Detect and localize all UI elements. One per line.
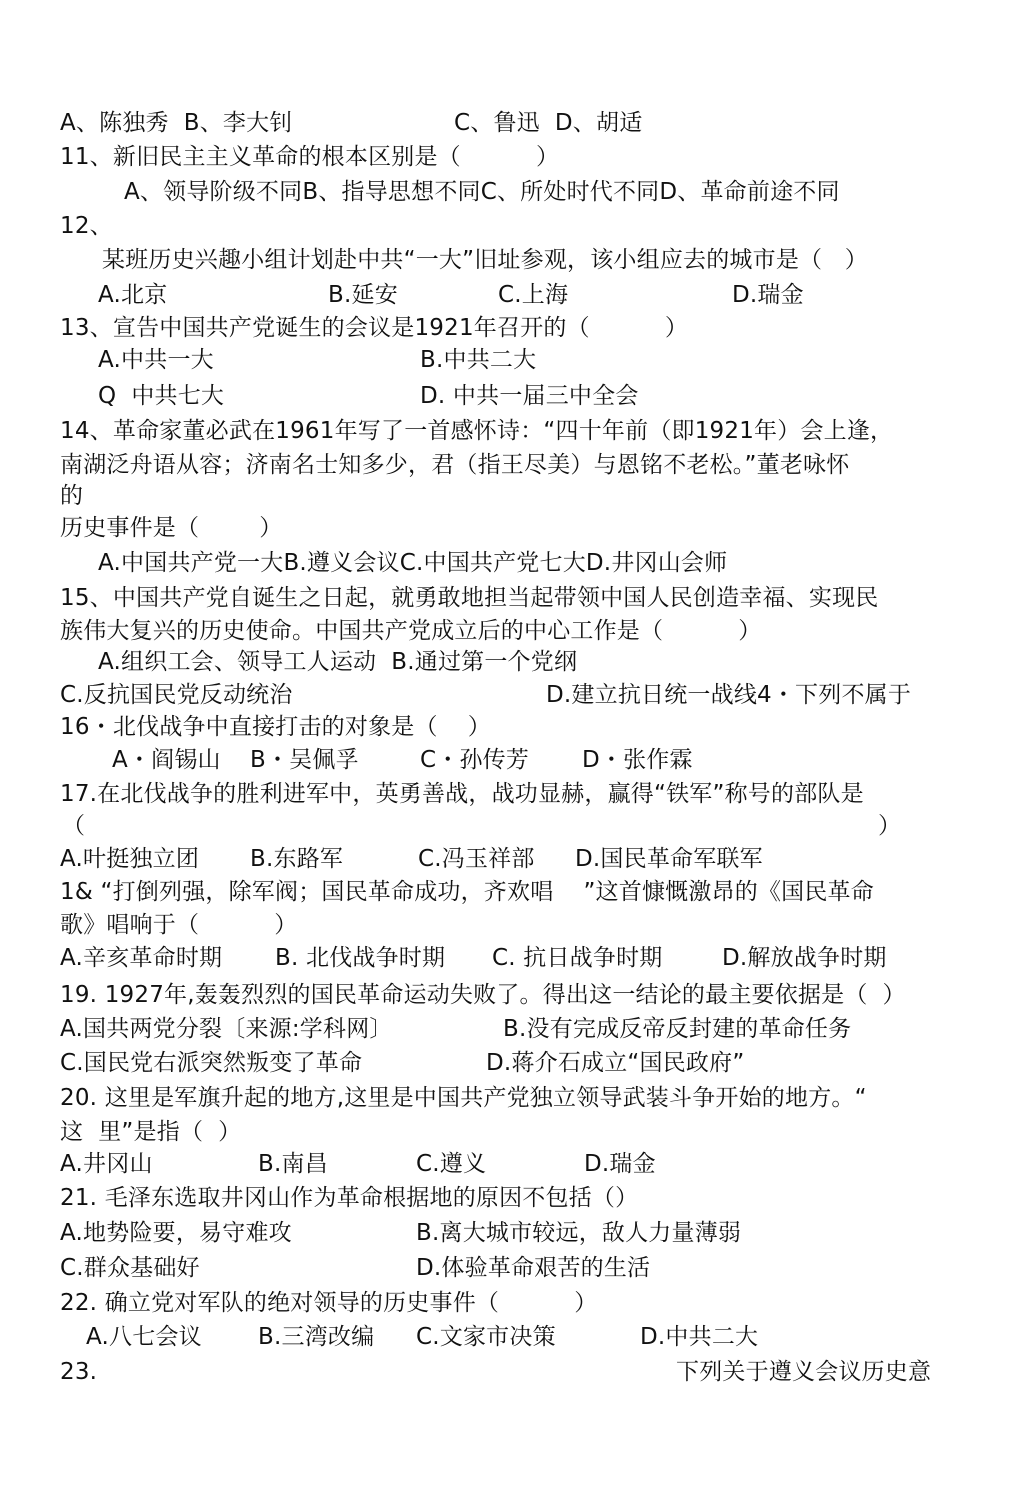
q14-question-line3: 的 (60, 483, 84, 509)
q12-question: 某班历史兴趣小组计划赴中共“一大”旧址参观，该小组应去的城市是（ ） (102, 247, 868, 273)
q21-option-d: D.体验革命艰苦的生活 (416, 1255, 651, 1281)
q11-options: A、领导阶级不同B、指导思想不同C、所处时代不同D、革命前途不同 (124, 179, 840, 205)
q21-option-c: C.群众基础好 (60, 1255, 200, 1281)
q22-option-c: C.文家市决策 (416, 1324, 556, 1350)
q18-option-c: C. 抗日战争时期 (492, 945, 663, 971)
q22-option-b: B.三湾改编 (258, 1324, 375, 1350)
q18-question-line2: 歌》唱响于（ ） (60, 912, 298, 938)
q17-paren-open: （ (62, 813, 86, 839)
q17-option-c: C.冯玉祥部 (418, 846, 535, 872)
q17-paren-close: ） (878, 813, 902, 839)
q12-number: 12、 (60, 213, 113, 239)
q12-option-a: A.北京 (98, 282, 168, 308)
q22-option-a: A.八七会议 (86, 1324, 202, 1350)
q12-option-c: C.上海 (498, 282, 569, 308)
q20-option-a: A.井冈山 (60, 1151, 153, 1177)
q17-question: 17.在北伐战争的胜利进军中，英勇善战，战功显赫，赢得“铁军”称号的部队是 (60, 781, 864, 807)
q15-options-ab: A.组织工会、领导工人运动 B.通过第一个党纲 (98, 649, 578, 675)
q20-option-b: B.南昌 (258, 1151, 328, 1177)
q16-option-c: C・孙传芳 (420, 747, 530, 773)
q18-question-line1: 1& “打倒列强，除军阀；国民革命成功，齐欢唱 ”这首慷慨激昂的《国民革命 (60, 879, 874, 905)
q20-question-line2: 这 里”是指（ ） (60, 1119, 242, 1145)
q13-question: 13、宣告中国共产党诞生的会议是1921年召开的（ ） (60, 315, 689, 341)
q19-option-a: A.国共两党分裂〔来源:学科网〕 (60, 1016, 393, 1042)
q18-option-b: B. 北伐战争时期 (275, 945, 446, 971)
q16-option-b: B・吴佩孚 (250, 747, 359, 773)
q13-option-b: B.中共二大 (420, 347, 537, 373)
q21-option-b: B.离大城市较远，敌人力量薄弱 (416, 1220, 742, 1246)
q11-question: 11、新旧民主主义革命的根本区别是（ ） (60, 144, 560, 170)
q12-option-d: D.瑞金 (732, 282, 804, 308)
q16-question: 16・北伐战争中直接打击的对象是（ ） (60, 714, 491, 740)
q22-question: 22. 确立党对军队的绝对领导的历史事件（ ） (60, 1290, 598, 1316)
q14-question-line2: 南湖泛舟语从容；济南名士知多少，君（指王尽美）与恩铭不老松。”董老咏怀 (60, 452, 850, 478)
q21-question: 21. 毛泽东选取井冈山作为革命根据地的原因不包括（） (60, 1185, 639, 1211)
q20-question-line1: 20. 这里是军旗升起的地方,这里是中国共产党独立领导武装斗争开始的地方。“ (60, 1085, 867, 1111)
q21-option-a: A.地势险要，易守难攻 (60, 1220, 292, 1246)
q20-option-d: D.瑞金 (584, 1151, 656, 1177)
q14-question-line1: 14、革命家董必武在1961年写了一首感怀诗：“四十年前（即1921年）会上逢， (60, 418, 894, 444)
q17-option-b: B.东路军 (250, 846, 344, 872)
q23-question-start: 下列关于遵义会议历史意 (676, 1359, 932, 1385)
q12-option-b: B.延安 (328, 282, 398, 308)
q14-options: A.中国共产党一大B.遵义会议C.中国共产党七大D.井冈山会师 (98, 550, 728, 576)
q17-option-d: D.国民革命军联军 (575, 846, 763, 872)
q19-question: 19. 1927年,轰轰烈烈的国民革命运动失败了。得出这一结论的最主要依据是（ ） (60, 982, 906, 1008)
q16-option-a: A・阎锡山 (112, 747, 221, 773)
q18-option-d: D.解放战争时期 (722, 945, 887, 971)
q13-option-c: Q 中共七大 (98, 383, 225, 409)
q16-option-d: D・张作霖 (582, 747, 693, 773)
q19-option-b: B.没有完成反帝反封建的革命任务 (503, 1016, 852, 1042)
q20-option-c: C.遵义 (416, 1151, 487, 1177)
q19-option-d: D.蒋介石成立“国民政府” (486, 1050, 745, 1076)
q18-option-a: A.辛亥革命时期 (60, 945, 223, 971)
q13-option-a: A.中共一大 (98, 347, 214, 373)
q23-number: 23. (60, 1359, 98, 1385)
q10-options-ab: A、陈独秀 B、李大钊 (60, 110, 293, 136)
q15-question-line1: 15、中国共产党自诞生之日起，就勇敢地担当起带领中国人民创造幸福、实现民 (60, 585, 879, 611)
q19-option-c: C.国民党右派突然叛变了革命 (60, 1050, 363, 1076)
q14-question-line4: 历史事件是（ ） (60, 515, 283, 541)
q13-option-d: D. 中共一届三中全会 (420, 383, 639, 409)
q15-question-line2: 族伟大复兴的历史使命。中国共产党成立后的中心工作是（ ） (60, 618, 762, 644)
q10-options-cd: C、鲁迅 D、胡适 (454, 110, 643, 136)
q15-option-d: D.建立抗日统一战线4・下列不属于 (546, 682, 912, 708)
q17-option-a: A.叶挺独立团 (60, 846, 200, 872)
q15-option-c: C.反抗国民党反动统治 (60, 682, 293, 708)
q22-option-d: D.中共二大 (640, 1324, 759, 1350)
